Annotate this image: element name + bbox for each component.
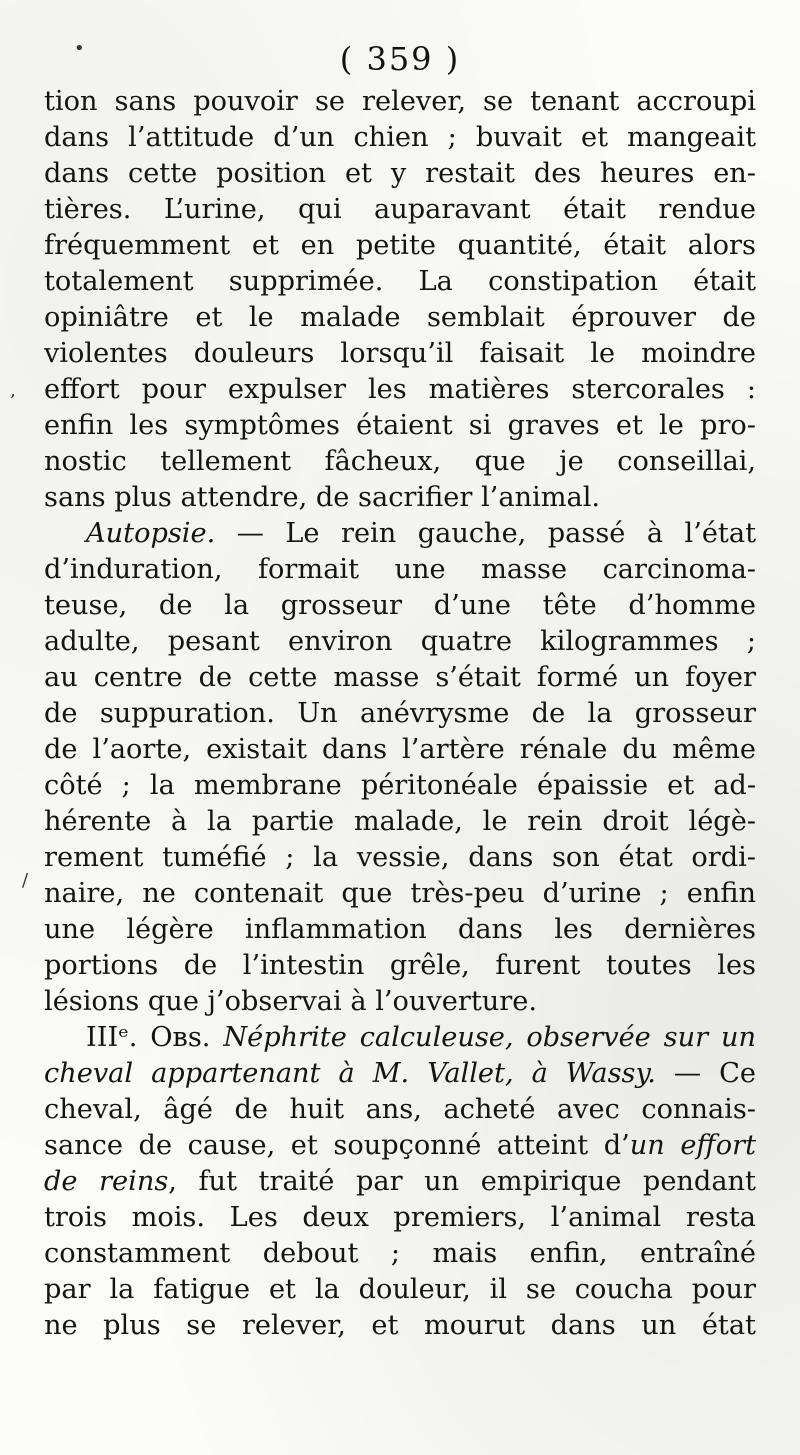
- text-segment: dans cette position et y restait des heures en-: [44, 158, 756, 189]
- text-line: [44, 732, 756, 768]
- text-segment: — Le rein gauche, passé à l’état: [215, 518, 756, 549]
- text-line: [44, 1092, 756, 1128]
- text-line: [44, 624, 756, 660]
- text-segment: d’induration, formait une masse carcinoma-: [44, 554, 756, 585]
- text-segment: opiniâtre et le malade semblait éprouver de: [44, 302, 756, 333]
- text-line: [44, 156, 756, 192]
- italic-text-segment: Néphrite calculeuse, observée sur un: [223, 1022, 756, 1053]
- italic-text-segment: un effort: [629, 1130, 756, 1161]
- text-segment: totalement supprimée. La constipation était: [44, 266, 756, 297]
- text-line: [44, 660, 756, 696]
- text-line: [44, 1272, 756, 1308]
- text-line: [44, 264, 756, 300]
- text-line: [44, 1020, 756, 1056]
- margin-mark-top: •: [74, 38, 85, 59]
- text-line: [44, 984, 756, 1020]
- text-segment: enfin les symptômes étaient si graves et le pro-: [44, 410, 756, 441]
- text-line: [44, 552, 756, 588]
- text-segment: trois mois. Les deux premiers, l’animal resta: [44, 1202, 756, 1233]
- text-segment: une légère inflammation dans les dernières: [44, 914, 756, 945]
- text-line: [44, 84, 756, 120]
- text-line: [44, 372, 756, 408]
- text-line: [44, 336, 756, 372]
- italic-text-segment: Autopsie.: [86, 518, 216, 549]
- text-line: [44, 588, 756, 624]
- text-segment: hérente à la partie malade, le rein droit légè-: [44, 806, 756, 837]
- text-segment: naire, ne contenait que très-peu d’urine ; enfin: [44, 878, 756, 909]
- text-segment: effort pour expulser les matières stercorales :: [44, 374, 756, 405]
- text-line: [44, 912, 756, 948]
- text-line: [44, 948, 756, 984]
- text-segment: constamment debout ; mais enfin, entraîné: [44, 1238, 756, 1269]
- text-segment: sans plus attendre, de sacrifier l’animal.: [44, 482, 601, 513]
- italic-text-segment: de reins: [44, 1166, 169, 1197]
- text-line: [44, 696, 756, 732]
- text-segment: dans l’attitude d’un chien ; buvait et mangeait: [44, 122, 756, 153]
- margin-mark-left-lower: /: [22, 870, 29, 891]
- text-line: [44, 192, 756, 228]
- text-segment: nostic tellement fâcheux, que je conseillai,: [44, 446, 756, 477]
- italic-text-segment: cheval appartenant à M. Vallet, à Wassy.: [44, 1058, 656, 1089]
- body-text: [44, 84, 756, 1344]
- text-line: [44, 120, 756, 156]
- text-segment: violentes douleurs lorsqu’il faisait le moindre: [44, 338, 756, 369]
- text-segment: fréquemment et en petite quantité, était alors: [44, 230, 756, 261]
- text-line: [44, 408, 756, 444]
- text-segment: tion sans pouvoir se relever, se tenant accroupi: [44, 86, 756, 117]
- text-segment: par la fatigue et la douleur, il se coucha pour: [44, 1274, 756, 1305]
- text-segment: au centre de cette masse s’était formé un foyer: [44, 662, 756, 693]
- text-line: [44, 1128, 756, 1164]
- text-line: [44, 876, 756, 912]
- page-number: ( 359 ): [339, 40, 461, 78]
- text-segment: — Ce: [655, 1058, 756, 1089]
- text-line: [44, 768, 756, 804]
- text-segment: IIIᵉ. Oʙѕ.: [86, 1022, 224, 1053]
- text-segment: ne plus se relever, et mourut dans un état: [44, 1310, 756, 1341]
- text-segment: rement tuméfié ; la vessie, dans son état ordi-: [44, 842, 756, 873]
- text-segment: côté ; la membrane péritonéale épaissie et ad-: [44, 770, 756, 801]
- text-segment: , fut traité par un empirique pendant: [168, 1166, 756, 1197]
- text-line: [44, 516, 756, 552]
- text-line: [44, 480, 756, 516]
- text-segment: de l’aorte, existait dans l’artère rénale du même: [44, 734, 756, 765]
- text-segment: lésions que j’observai à l’ouverture.: [44, 986, 538, 1017]
- text-line: [44, 228, 756, 264]
- text-segment: sance de cause, et soupçonné atteint d’: [44, 1130, 630, 1161]
- text-segment: de suppuration. Un anévrysme de la grosseur: [44, 698, 756, 729]
- margin-mark-left: ‚: [10, 380, 16, 401]
- text-segment: portions de l’intestin grêle, furent toutes les: [44, 950, 756, 981]
- text-line: [44, 1236, 756, 1272]
- text-line: [44, 1200, 756, 1236]
- text-line: [44, 1056, 756, 1092]
- text-segment: teuse, de la grosseur d’une tête d’homme: [44, 590, 756, 621]
- text-line: [44, 804, 756, 840]
- text-line: [44, 840, 756, 876]
- text-line: [44, 1308, 756, 1344]
- text-segment: cheval, âgé de huit ans, acheté avec connais-: [44, 1094, 756, 1125]
- text-segment: adulte, pesant environ quatre kilogrammes ;: [44, 626, 756, 657]
- text-line: [44, 444, 756, 480]
- text-segment: tières. L’urine, qui auparavant était rendue: [44, 194, 756, 225]
- text-line: [44, 300, 756, 336]
- text-line: [44, 1164, 756, 1200]
